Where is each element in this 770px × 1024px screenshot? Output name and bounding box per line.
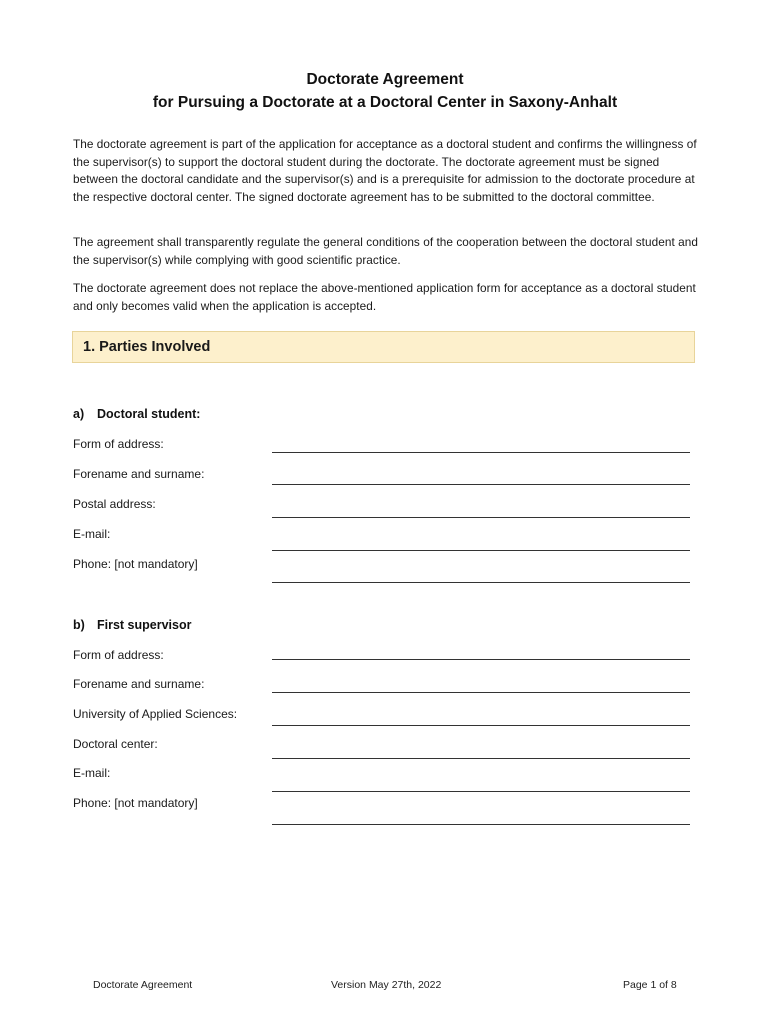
subsection-doctoral-student — [73, 407, 200, 421]
section-header-parties-involved — [72, 331, 695, 363]
field-label-student-email: E-mail: — [73, 527, 111, 541]
subsection-heading: Doctoral student: — [97, 407, 201, 421]
supervisor-doctoral-center-line[interactable] — [272, 758, 690, 759]
field-label-supervisor-doctoral-center: Doctoral center: — [73, 737, 158, 751]
student-postal-address-line[interactable] — [272, 517, 690, 518]
document-subtitle: for Pursuing a Doctorate at a Doctoral Center in Saxony-Anhalt — [152, 94, 618, 111]
supervisor-name-line[interactable] — [272, 692, 690, 693]
student-name-line[interactable] — [272, 484, 690, 485]
intro-paragraph-3: The doctorate agreement does not replace the above-mentioned application form for acceptance as a doctoral student and only becomes valid when the application is accepted. — [73, 281, 696, 313]
field-label-student-form-of-address: Form of address: — [73, 437, 164, 451]
footer-document-name: Doctorate Agreement — [93, 979, 193, 991]
subsection-heading: First supervisor — [97, 618, 192, 632]
student-email-line[interactable] — [272, 550, 690, 551]
subsection-letter: b) — [73, 618, 85, 632]
subsection-letter: a) — [73, 407, 85, 421]
student-phone-line[interactable] — [272, 582, 690, 583]
supervisor-phone-line[interactable] — [272, 824, 690, 825]
intro-paragraph-1: The doctorate agreement is part of the application for acceptance as a doctoral student and confirms the willingness of the supervisor(s) to support the doctoral student during the doctorate. The doctorate agreement must be signed between the doctoral candidate and the supervisor(s) and is a prerequisite for admission to the doctorate procedure at the respective doctoral center. The signed doctorate agreement has to be submitted to the doctoral committee. — [73, 137, 697, 204]
footer-version: Version May 27th, 2022 — [331, 979, 442, 991]
footer-page-number: Page 1 of 8 — [623, 979, 677, 991]
supervisor-email-line[interactable] — [272, 791, 690, 792]
field-label-supervisor-name: Forename and surname: — [73, 677, 205, 691]
field-label-supervisor-email: E-mail: — [73, 766, 111, 780]
subsection-first-supervisor — [73, 618, 191, 632]
field-label-supervisor-phone: Phone: [not mandatory] — [73, 796, 198, 810]
field-label-supervisor-university: University of Applied Sciences: — [73, 707, 238, 721]
field-label-student-name: Forename and surname: — [73, 467, 205, 481]
document-title: Doctorate Agreement — [306, 71, 464, 88]
field-label-student-postal-address: Postal address: — [73, 497, 156, 511]
student-form-of-address-line[interactable] — [272, 452, 690, 453]
field-label-student-phone: Phone: [not mandatory] — [73, 557, 198, 571]
supervisor-university-line[interactable] — [272, 725, 690, 726]
section-title: 1. Parties Involved — [83, 339, 211, 355]
intro-paragraph-2: The agreement shall transparently regulate the general conditions of the cooperation between the doctoral student and the supervisor(s) while complying with good scientific practice. — [73, 235, 698, 267]
field-label-supervisor-form-of-address: Form of address: — [73, 648, 164, 662]
supervisor-form-of-address-line[interactable] — [272, 659, 690, 660]
